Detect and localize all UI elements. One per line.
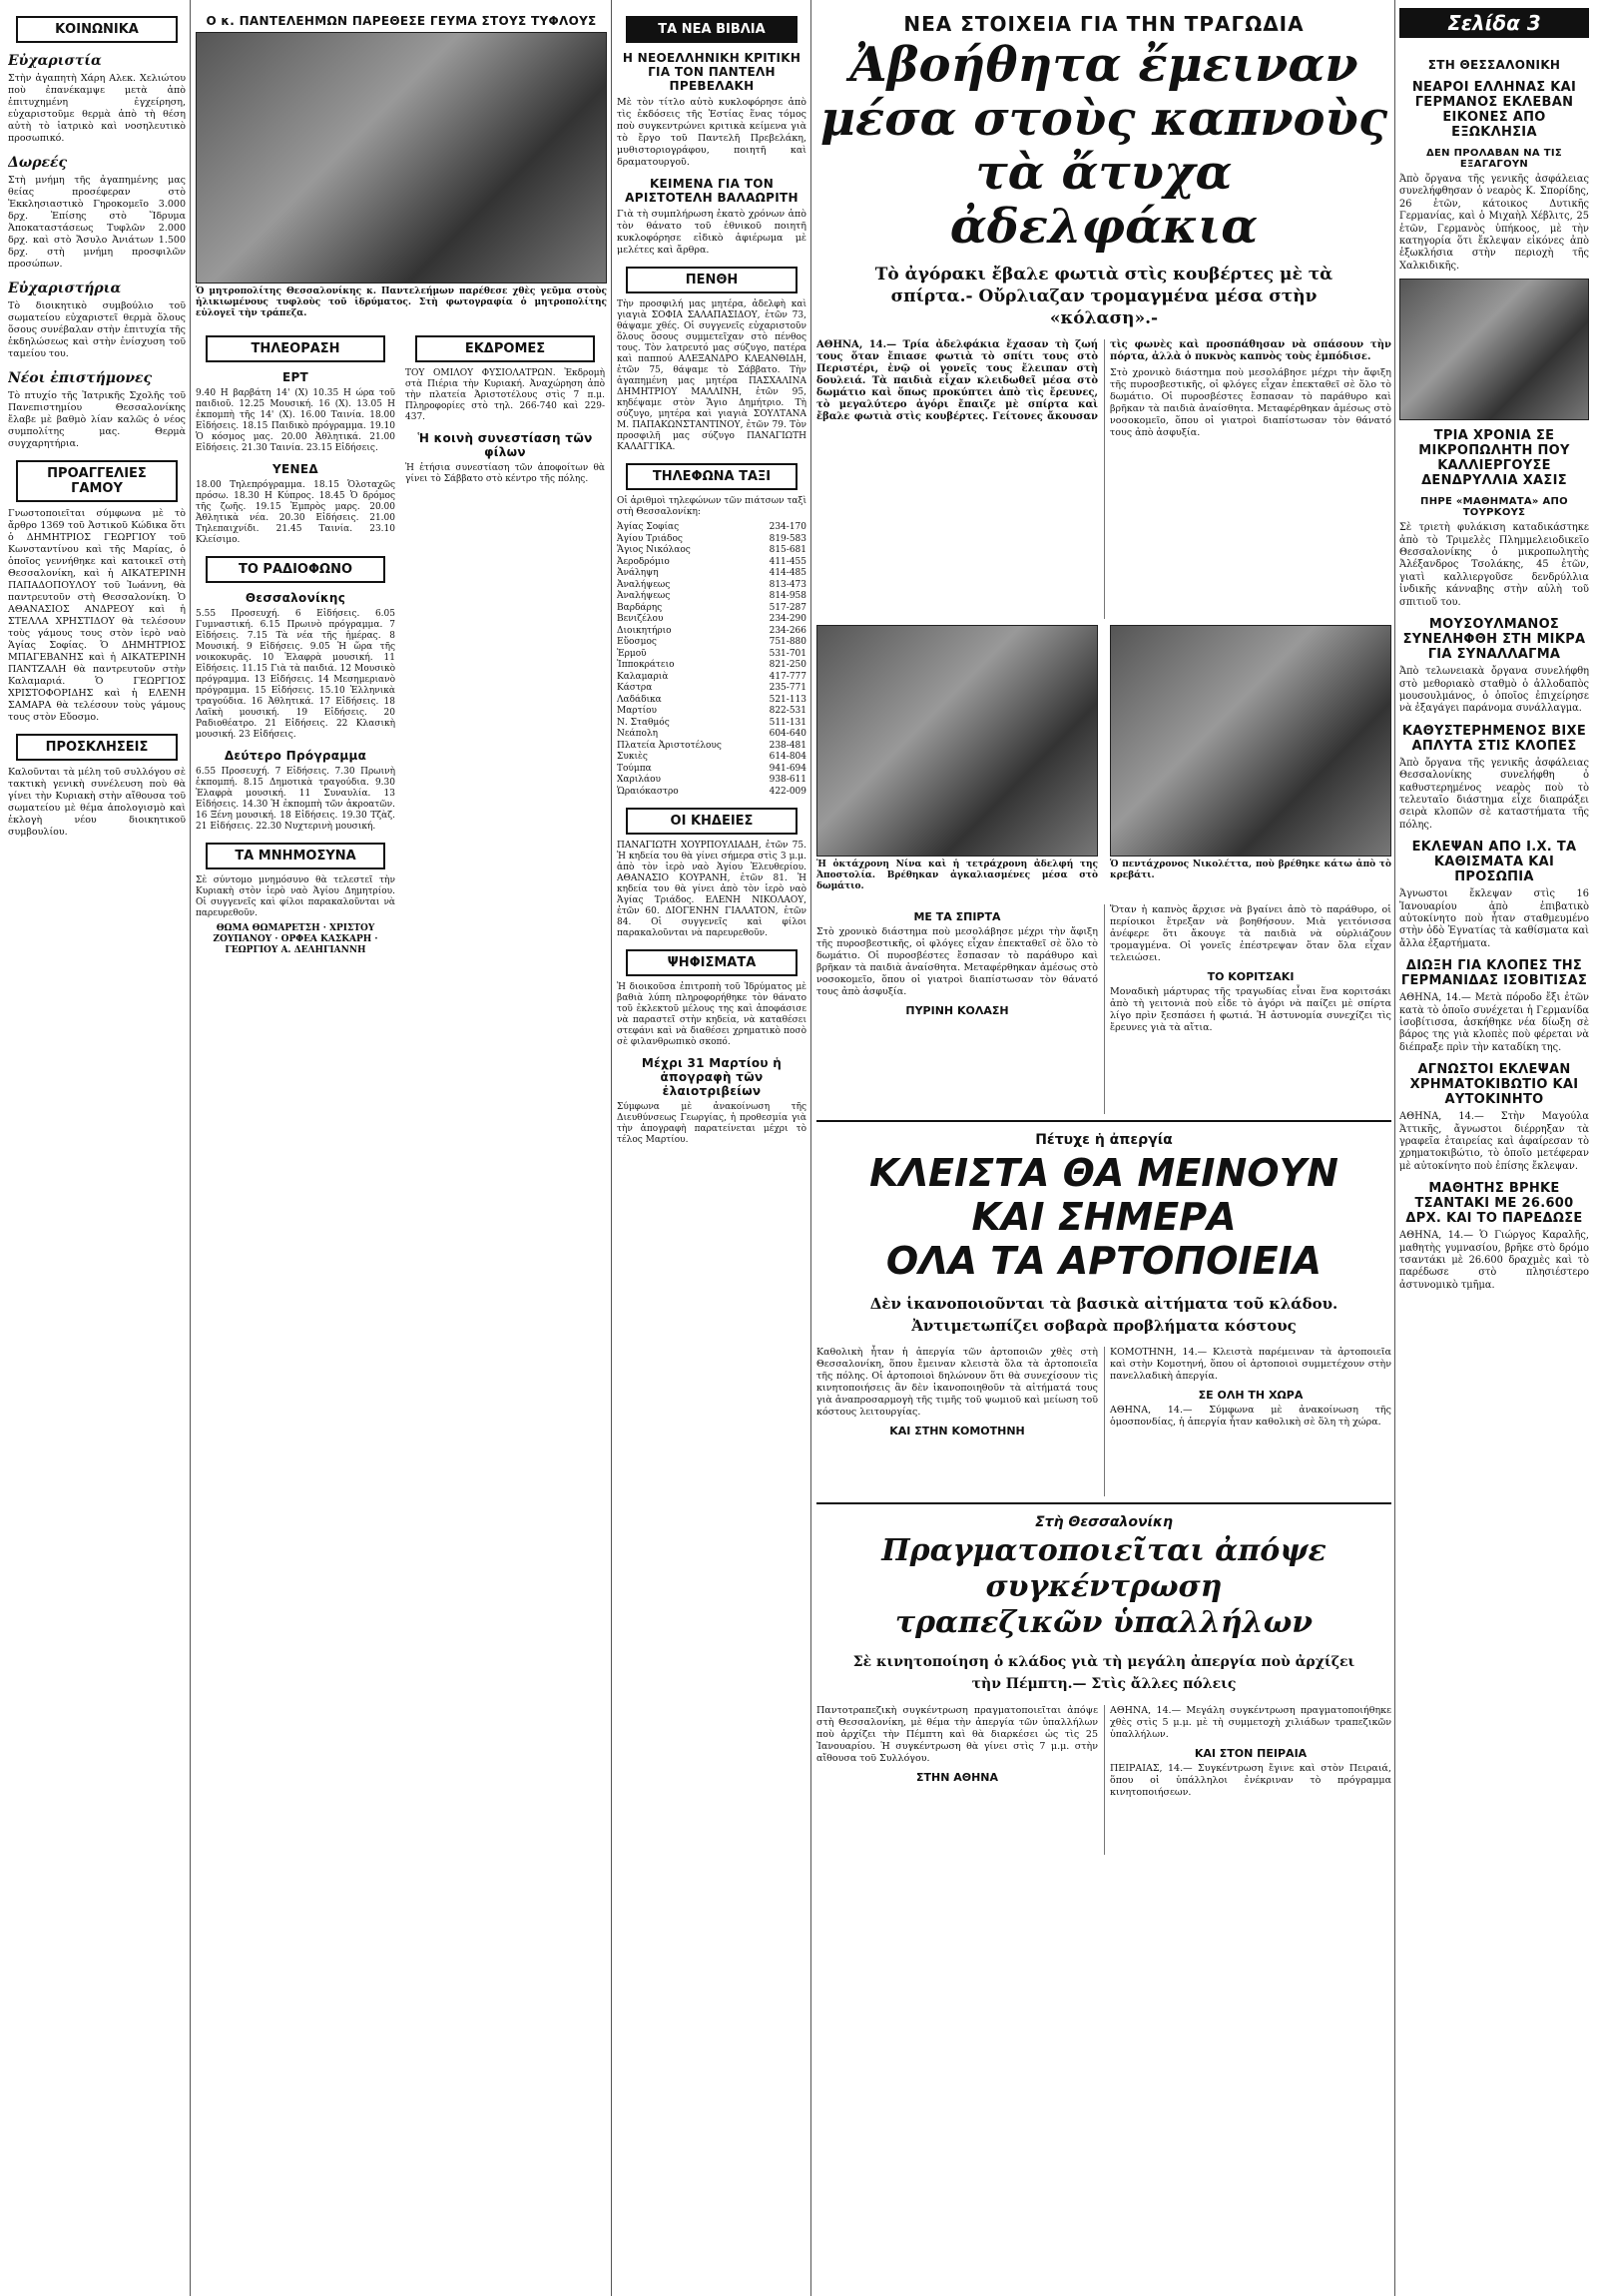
notices-column xyxy=(617,6,806,1150)
student-text: ΑΘΗΝΑ, 14.— Ὁ Γιώργος Καραλῆς, μαθητὴς γυμνασίου, βρῆκε στὸ δρόμο τσαντάκι μὲ 26.600 δραχμὲς καὶ τὸ παρέδωσε στὸ πλησιέστερο ἀστυνομικὸ τμῆμα. xyxy=(1399,1230,1589,1291)
taxi-stand-number: 234-266 xyxy=(769,625,806,636)
taxi-row xyxy=(617,672,806,684)
until-text: Σύμφωνα μὲ ἀνακοίνωση τῆς Διευθύνσεως Γεωργίας, ἡ προθεσμία γιὰ τὴν ἀπογραφὴ παρατείνεται μέχρι τὸ τέλος Μαρτίου. xyxy=(617,1102,806,1145)
mourning-head: ΠΕΝΘΗ xyxy=(626,267,798,293)
children-photo-2 xyxy=(1110,625,1391,857)
taxi-stand-number: 521-113 xyxy=(769,694,806,705)
taxi-stand-name: Συκιὲς xyxy=(617,752,648,762)
taxi-row xyxy=(617,787,806,799)
ert-text: 9.40 Η βαρβάτη 14' (Χ) 10.35 Η ώρα τοῦ παιδιοῦ. 12.25 Μουσική. 16 (Χ). 13.05 Η ἑκπομπὴ τῆς 14' (Χ). 16.00 Ταινία. 18.00 Εἰδήσεις. 18.15 Παιδικὸ πρόγραμμα. 19.10 Ὁ κόσμος μας. 20.00 Ἀθλητικά. 21.00 Εἰδήσεις. 21.30 Ταινία. 23.15 Εἰδήσεις. xyxy=(196,388,395,453)
ert-title: ΕΡΤ xyxy=(281,370,309,384)
weddings-head: ΠΡΟΑΓΓΕΛΙΕΣ ΓΑΜΟΥ xyxy=(16,460,178,502)
taxi-stand-name: Ἅγιος Νικόλαος xyxy=(617,545,691,555)
muslims-head: ΜΟΥΣΟΥΛΜΑΝΟΣ ΣΥΝΕΛΗΦΘΗ ΣΤΗ ΜΙΚΡΑ ΓΙΑ ΣΥΝΑΛΛΑΓΜΑ xyxy=(1402,617,1586,663)
strike-headline-3: ΟΛΑ ΤΑ ΑΡΤΟΠΟΙΕΙΑ xyxy=(885,1239,1323,1283)
taxi-row xyxy=(617,557,806,569)
sub-athens: ΣΤΗΝ ΑΘΗΝΑ xyxy=(915,1771,999,1784)
tree-head: ΤΡΙΑ ΧΡΟΝΙΑ ΣΕ ΜΙΚΡΟΠΩΛΗΤΗ ΠΟΥ ΚΑΛΛΙΕΡΓΟΥΣΕ ΔΕΝΔΡΥΛΛΙΑ ΧΑΣΙΣ xyxy=(1418,428,1570,489)
bank-headline-2: συγκέντρωση xyxy=(985,1569,1223,1604)
taxi-stand-number: 821-250 xyxy=(769,660,806,670)
city-photo xyxy=(1399,279,1589,420)
taxi-row xyxy=(617,580,806,592)
taxi-stand-name: Νεάπολη xyxy=(617,729,659,739)
strike-deck: Δὲν ἱκανοποιοῦνται τὰ βασικὰ αἰτήματα τοῦ κλάδου. Ἀντιμετωπίζει σοβαρὰ προβλήματα κόστους xyxy=(869,1295,1338,1335)
sub-komotini: ΚΑΙ ΣΤΗΝ ΚΟΜΟΤΗΝΗ xyxy=(889,1425,1025,1437)
taxi-row xyxy=(617,626,806,638)
tree-text: Σὲ τριετὴ φυλάκιση καταδικάστηκε ἀπὸ τὸ Τριμελὲς Πλημμελειοδικεῖο Θεσσαλονίκης ὁ μικροπωλητὴς Ἀλέξανδρος Τσολάκης, 45 ἐτῶν, γιατὶ καλλιεργοῦσε δενδρύλλια ἰνδικῆς κάνναβης στὴν αὐλὴ τοῦ σπιτιοῦ του. xyxy=(1399,522,1589,608)
german-head: ΔΙΩΞΗ ΓΙΑ ΚΛΟΠΕΣ ΤΗΣ ΓΕΡΜΑΝΙΔΑΣ ΙΣΟΒΙΤΙΣΑΣ xyxy=(1400,958,1588,989)
meeting-text: Ἡ ἐτήσια συνεστίαση τῶν ἀποφοίτων θὰ γίνει τὸ Σάββατο στὸ κέντρο τῆς πόλης. xyxy=(405,463,605,484)
memorials-head: ΤΑ ΜΝΗΜΟΣΥΝΑ xyxy=(206,843,385,869)
column-rule xyxy=(611,0,612,2296)
weddings-text: Γνωστοποιεῖται σύμφωνα μὲ τὸ ἄρθρο 1369 τοῦ Ἀστικοῦ Κώδικα ὅτι ὁ ΔΗΜΗΤΡΙΟΣ ΓΕΩΡΓΙΟΥ τοῦ Κωνσταντίνου καὶ τῆς Μαρίας, ὁ ὁποῖος γεννήθηκε καὶ κατοικεῖ στὴ Θεσσαλονίκη, καὶ ἡ ΑΙΚΑΤΕΡΙΝΗ ΠΑΠΑΔΟΠΟΥΛΟΥ τοῦ Ἰωάννη, θὰ παντρευτοῦν στὴ Θεσσαλονίκη. Ὁ ΑΘΑΝΑΣΙΟΣ ΑΝΔΡΕΟΥ καὶ ἡ ΣΤΕΛΛΑ ΧΡΗΣΤΙΔΟΥ θὰ τελέσουν τοὺς γάμους τους στὸν ἱερὸ ναὸ Ἁγίας Σοφίας. Ὁ ΔΗΜΗΤΡΙΟΣ ΜΠΑΓΕΒΑΝΗΣ καὶ ἡ ΑΙΚΑΤΕΡΙΝΗ ΠΑΝΤΖΑΛΗ θὰ παντρευτοῦν στὴν Καλαμαριά. Ὁ ΓΕΩΡΓΙΟΣ ΧΡΙΣΤΟΦΟΡΙΔΗΣ καὶ ἡ ΕΛΕΝΗ ΣΑΜΑΡΑ θὰ τελέσουν τοὺς γάμους τους στὸν Εὔοσμο. xyxy=(8,508,186,723)
strike-text: Καθολικὴ ἦταν ἡ ἀπεργία τῶν ἀρτοποιῶν χθὲς στὴ Θεσσαλονίκη, ὅπου ἔμειναν κλειστὰ ὅλα τὰ ἀρτοποιεῖα τῆς πόλης. Οἱ ἀρτοποιοὶ δηλώνουν ὅτι θὰ συνεχίσουν τὶς κινητοποιήσεις ἂν δὲν ἱκανοποιηθοῦν τὰ αἰτήματά τους γιὰ ἀναπροσαρμογὴ τῆς τιμῆς τοῦ ψωμιοῦ καὶ μείωση τοῦ κόστους λειτουργίας. xyxy=(816,1347,1098,1418)
taxi-row xyxy=(617,614,806,626)
meeting-head: Ἡ κοινὴ συνεστίαση τῶν φίλων xyxy=(417,431,593,459)
taxi-row xyxy=(617,603,806,615)
piraeus-text: ΠΕΙΡΑΙΑΣ, 14.— Συγκέντρωση ἔγινε καὶ στὸν Πειραιά, ὅπου οἱ ὑπάλληλοι ἐνέκριναν τὸ πρόγραμμα κινητοποιήσεων. xyxy=(1110,1763,1391,1798)
photo-head: Ο κ. ΠΑΝΤΕΛΕΗΜΩΝ ΠΑΡΕΘΕΣΕ ΓΕΥΜΑ ΣΤΟΥΣ ΤΥΦΛΟΥΣ xyxy=(206,14,597,28)
social-column xyxy=(8,6,186,843)
taxi-list xyxy=(617,522,806,798)
photo-caption: Ὁ μητροπολίτης Θεσσαλονίκης κ. Παντελεήμων παρέθεσε χθὲς γεῦμα στοὺς ἡλικιωμένους τυφλοὺς τοῦ ἱδρύματος. Στὴ φωτογραφία ὁ μητροπολίτης εὐλογεῖ τὴν τράπεζα. xyxy=(196,287,607,318)
thanks-text: Στὴν ἀγαπητὴ Χάρη Αλεκ. Χελιώτου ποὺ ἐπανέκαμψε μετὰ ἀπὸ ἐπιτυχημένη ἐγχείρηση, εὐχαριστοῦμε θερμὰ ἀπὸ τὴ θέση αὐτὴ τὸ ἰατρικὸ καὶ νοσηλευτικὸ προσωπικό. xyxy=(8,73,186,144)
taxi-row xyxy=(617,534,806,546)
second-program-title: Δεύτερο Πρόγραμμα xyxy=(224,749,367,763)
sub-matches: ΜΕ ΤΑ ΣΠΙΡΤΑ xyxy=(913,910,1001,923)
memorials-names: ΘΩΜΑ ΘΩΜΑΡΕΤΣΗ · ΧΡΙΣΤΟΥ ΖΟΥΠΑΝΟΥ · ΟΡΦΕΑ ΚΑΣΚΑΡΗ · ΓΕΩΡΓΙΟΥ Α. ΔΕΛΗΓΙΑΝΝΗ xyxy=(213,923,378,955)
city-news-column xyxy=(1399,50,1589,1296)
notice-text: Τὸ διοικητικὸ συμβούλιο τοῦ σωματείου εὐχαριστεῖ θερμὰ ὅλους ὅσους συνέβαλαν στὴν ἐπιτυχία τῆς ἐκδηλώσεως καὶ στὴν ἐνίσχυση τοῦ ταμείου του. xyxy=(8,300,186,359)
radio-head: ΤΟ ΡΑΔΙΟΦΩΝΟ xyxy=(206,556,385,583)
taxi-stand-number: 511-131 xyxy=(769,717,806,728)
cars-text: Ἀγνωστοι ἔκλεψαν στὶς 16 Ἰανουαρίου ἀπὸ ἐπιβατικὸ αὐτοκίνητο ποὺ ἦταν σταθμευμένο στὴν ὁδὸ Ἐγνατίας τὰ καθίσματα καὶ ἄλλα ἐξαρτήματα. xyxy=(1399,888,1589,949)
taxi-stand-name: Ἰπποκράτειο xyxy=(617,660,675,670)
main-headline-line-2: μέσα στοὺς καπνοὺς xyxy=(819,91,1388,147)
bank-deck: Σὲ κινητοποίηση ὁ κλάδος γιὰ τὴ μεγάλη ἀπεργία ποὺ ἀρχίζει τὴν Πέμπτη.— Στὶς ἄλλες πόλεις xyxy=(852,1654,1355,1692)
votes-head: ΨΗΦΙΣΜΑΤΑ xyxy=(626,949,798,976)
student-head: ΜΑΘΗΤΗΣ ΒΡΗΚΕ ΤΣΑΝΤΑΚΙ ΜΕ 26.600 ΔΡΧ. ΚΑΙ ΤΟ ΠΑΡΕΔΩΣΕ xyxy=(1405,1181,1583,1227)
photo1-caption: Ἡ ὀκτάχρονη Νίνα καὶ ἡ τετράχρονη ἀδελφή της Ἀποστολία. Βρέθηκαν ἀγκαλιασμένες μέσα στὸ δωμάτιο. xyxy=(816,860,1098,891)
taxi-row xyxy=(617,718,806,730)
taxi-stand-name: Κάστρα xyxy=(617,683,653,693)
taxi-stand-name: Εὔοσμος xyxy=(617,637,657,647)
taxi-row xyxy=(617,660,806,672)
notice-title: Εὐχαριστήρια xyxy=(8,281,122,296)
photo2-caption: Ὁ πεντάχρονος Νικολέττα, ποὺ βρέθηκε κάτω ἀπὸ τὸ κρεβάτι. xyxy=(1110,860,1391,880)
main-deck: Τὸ ἀγόρακι ἔβαλε φωτιὰ στὶς κουβέρτες μὲ τὰ σπίρτα.- Οὔρλιαζαν τρομαγμένα μέσα στὴν «κόλαση».- xyxy=(874,265,1333,328)
taxi-row xyxy=(617,695,806,707)
taxi-row xyxy=(617,649,806,661)
tree-sub: ΠΗΡΕ «ΜΑΘΗΜΑΤΑ» ΑΠΟ ΤΟΥΡΚΟΥΣ xyxy=(1420,496,1568,519)
main-body-cont: Στὸ χρονικὸ διάστημα ποὺ μεσολάβησε μέχρι τὴν ἄφιξη τῆς πυροσβεστικῆς, οἱ φλόγες εἶχαν ἐπεκταθεῖ σὲ ὅλο τὸ δωμάτιο. Οἱ πυροσβέστες ἔσπασαν τὸ παράθυρο καὶ βρῆκαν τὰ παιδιὰ ἀναίσθητα. Μεταφέρθηκαν ἀμέσως στὸ νοσοκομεῖο, ὅπου οἱ γιατροὶ διαπίστωσαν τὸν θάνατό τους ἀπὸ ἀσφυξία. xyxy=(1110,367,1391,438)
taxi-stand-number: 531-701 xyxy=(769,648,806,659)
excursions-head: ΕΚΔΡΟΜΕΣ xyxy=(415,335,595,362)
taxi-row xyxy=(617,775,806,787)
taxi-head: ΤΗΛΕΦΩΝΑ ΤΑΞΙ xyxy=(626,463,798,490)
taxi-stand-name: Ἀναλήψεως xyxy=(617,579,671,590)
tv-head: ΤΗΛΕΟΡΑΣΗ xyxy=(206,335,385,362)
funerals-head: ΟΙ ΚΗΔΕΙΕΣ xyxy=(626,808,798,835)
taxi-stand-number: 234-290 xyxy=(769,614,806,624)
column-rule xyxy=(810,0,811,2296)
bank-text: Παντοτραπεζικὴ συγκέντρωση πραγματοποιεῖται ἀπόψε στὴ Θεσσαλονίκη, μὲ θέμα τὴν ἀπεργία τῶν ὑπαλλήλων ποὺ ἀρχίζει τὴν Πέμπτη καὶ θὰ διαρκέσει ὡς τὶς 25 Ἰανουαρίου. Ἡ συγκέντρωση θὰ γίνει στὶς 7 μ.μ. στὴν αἴθουσα τοῦ Συλλόγου. xyxy=(816,1705,1098,1764)
yened-title: ΥΕΝΕΔ xyxy=(272,462,318,476)
strike-headline-1: ΚΛΕΙΣΤΑ ΘΑ ΜΕΙΝΟΥΝ xyxy=(869,1151,1338,1195)
column-rule xyxy=(1394,0,1395,2296)
inferno-text: Ὅταν ἡ καπνὸς ἄρχισε νὰ βγαίνει ἀπὸ τὸ παράθυρο, οἱ περίοικοι ἔτρεξαν νὰ βοηθήσουν. Μιὰ γειτόνισσα ἀνέφερε ὅτι ἄκουγε τὰ παιδιὰ νὰ οὐρλιάζουν τρομαγμένα. Οἱ γονεῖς ἐπέστρεψαν ὅταν ὅλα εἶχαν τελειώσει. xyxy=(1110,904,1391,963)
taxi-row xyxy=(617,637,806,649)
page-label: Σελίδα 3 xyxy=(1399,8,1589,38)
yened-text: 18.00 Τηλεπρόγραμμα. 18.15 Ὁλοταχῶς πρόσω. 18.30 Η Κύπρος. 18.45 Ὁ δρόμος τῆς ζωῆς. 19.15 Ἐμπρὸς μαρς. 20.00 Ἀθλητικὰ νέα. 20.30 Εἰδήσεις. 21.00 Τηλεπαιχνίδι. 21.45 Ταινία. 23.10 Κλείσιμο. xyxy=(196,480,395,545)
taxi-stand-name: Ὡραιόκαστρο xyxy=(617,786,679,797)
social-section-head: ΚΟΙΝΩΝΙΚΑ xyxy=(16,16,178,43)
taxi-stand-number: 938-611 xyxy=(769,775,806,785)
taxi-row xyxy=(617,568,806,580)
bank-headline-3: τραπεζικῶν ὑπαλλήλων xyxy=(894,1605,1314,1640)
taxi-stand-number: 517-287 xyxy=(769,602,806,613)
children-photo-1 xyxy=(816,625,1098,857)
taxi-stand-name: Βενιζέλου xyxy=(617,614,664,624)
taxi-stand-name: Ἁγίας Σοφίας xyxy=(617,522,680,532)
muslims-text: Ἀπὸ τελωνειακὰ ὄργανα συνελήφθη στὸ μεθοριακὸ σταθμὸ ὁ ἀλλοδαπὸς μουσουλμάνος, ὁ ὁποῖος ἐπιχείρησε νὰ ἐξαγάγει παράνομα συνάλλαγμα. xyxy=(1399,666,1589,715)
cars-head: ΕΚΛΕΨΑΝ ΑΠΟ Ι.Χ. ΤΑ ΚΑΘΙΣΜΑΤΑ ΚΑΙ ΠΡΟΣΩΠΙΑ xyxy=(1411,840,1577,885)
taxi-stand-name: Διοικητήριο xyxy=(617,625,672,636)
radio-city: Θεσσαλονίκης xyxy=(245,591,346,605)
second-program-text: 6.55 Προσευχή. 7 Εἰδήσεις. 7.30 Πρωινὴ ἐκπομπή. 8.15 Δημοτικὰ τραγούδια. 9.30 Ἐλαφρὰ μουσική. 11 Συναυλία. 13 Εἰδήσεις. 14.30 Ἡ ἐκπομπὴ τῶν ἀκροατῶν. 16 Ξένη μουσική. 18 Εἰδήσεις. 19.30 Τζὰζ. 21 Εἰδήσεις. 22.30 Νυχτερινὴ μουσική. xyxy=(196,767,395,832)
taxi-stand-name: Λαδάδικα xyxy=(617,694,662,705)
books-text-2: Γιὰ τὴ συμπλήρωση ἑκατὸ χρόνων ἀπὸ τὸν θάνατο τοῦ ἐθνικοῦ ποιητῆ κυκλοφόρησε εἰδικὸ ἀφιέρωμα μὲ μελέτες καὶ ἄρθρα. xyxy=(617,209,806,256)
city-sub: ΣΤΗ ΘΕΣΣΑΛΟΝΙΚΗ xyxy=(1427,58,1561,72)
unknown-head: ΑΓΝΩΣΤΟΙ ΕΚΛΕΨΑΝ ΧΡΗΜΑΤΟΚΙΒΩΤΙΟ ΚΑΙ ΑΥΤΟΚΙΝΗΤΟ xyxy=(1409,1062,1579,1108)
funerals-text: ΠΑΝΑΓΙΩΤΗ ΧΟΥΡΠΟΥΛΙΑΔΗ, ἐτῶν 75. Ἡ κηδεία του θὰ γίνει σήμερα στὶς 3 μ.μ. ἀπὸ τὸν ἱερὸ ναὸ Ἁγίου Ἐλευθερίου. ΑΘΑΝΑΣΙΟ ΚΟΥΡΑΝΗ, ἐτῶν 81. Ἡ κηδεία του θὰ γίνει ἀπὸ τὸν ἱερὸ ναὸ Ἁγίας Τριάδος. ΕΛΕΝΗ ΝΙΚΟΛΑΟΥ, ἐτῶν 60. ΔΙΟΓΕΝΗΝ ΓΙΑΛΑΤΟΝ, ἐτῶν 84. Οἱ συγγενεῖς καὶ φίλοι παρακαλοῦνται νὰ παρευρεθοῦν. xyxy=(617,841,806,938)
mourning-text: Τὴν προσφιλή μας μητέρα, ἀδελφὴ καὶ γιαγιὰ ΣΟΦΙΑ ΣΑΛΑΠΑΣΙΔΟΥ, ἐτῶν 73, θάψαμε χθές. Οἱ συγγενεῖς εὐχαριστοῦν ὅλους ὅσους συμμετεῖχαν στὸ πένθος τους. Τὸν λατρευτό μας σύζυγο, πατέρα καὶ παππού ΑΛΕΞΑΝΔΡΟ ΚΛΕΑΝΘΙΔΗ, ἐτῶν 75, θάψαμε τὸ Σάββατο. Τὴν ἀγαπημένη μας μητέρα ΠΑΣΧΑΛΙΝΑ ΔΗΜΗΤΡΙΟΥ ΜΑΛΛΙΝΗ, ἐτῶν 95, κηδέψαμε στὸν Ἅγιο Δημήτριο. Τὴ σύζυγο, μητέρα καὶ γιαγιὰ ΣΟΥΛΤΑΝΑ Μ. ΠΑΠΑΚΩΝΣΤΑΝΤΙΝΟΥ, ἐτῶν 79. Τὸν προσφιλῆ μας σύζυγο ΠΑΝΑΓΙΩΤΗ ΚΑΛΑΓΓΙΚΑ. xyxy=(617,299,806,452)
taxi-stand-number: 411-455 xyxy=(769,556,806,567)
radio-text: 5.55 Προσευχή. 6 Εἰδήσεις. 6.05 Γυμναστική. 6.15 Πρωινὸ πρόγραμμα. 7 Εἰδήσεις. 7.15 Τὰ νέα τῆς ἡμέρας. 8 Μουσική. 9 Εἰδήσεις. 9.05 Ἡ ὥρα τῆς νοικοκυρᾶς. 10 Ἐλαφρὰ μουσική. 11 Εἰδήσεις. 11.15 Γιὰ τὰ παιδιά. 12 Μουσικὸ πρόγραμμα. 13 Εἰδήσεις. 14 Μεσημεριανὸ πρόγραμμα. 15 Εἰδήσεις. 15.10 Ἑλληνικὰ τραγούδια. 16 Ἀθλητικά. 17 Εἰδήσεις. 18 Λαϊκὴ μουσική. 19 Εἰδήσεις. 20 Ραδιοθέατρο. 21 Εἰδήσεις. 22 Κλασικὴ μουσική. 23 Εἰδήσεις. xyxy=(196,609,395,740)
girl-text: Μοναδικὴ μάρτυρας τῆς τραγωδίας εἶναι ἕνα κοριτσάκι ἀπὸ τὴ γειτονιὰ ποὺ εἶδε τὸ ἀγόρι νὰ παίζει μὲ σπίρτα λίγο πρὶν ξεσπάσει ἡ φωτιά. Ἡ ἀστυνομία συνεχίζει τὶς ἔρευνες γιὰ τὰ αἴτια. xyxy=(1110,986,1391,1033)
main-headline-line-1: Ἀβοήθητα ἔμειναν xyxy=(849,37,1358,93)
strike-kicker: Πέτυχε ἡ ἀπεργία xyxy=(1035,1132,1173,1148)
taxi-row xyxy=(617,729,806,741)
taxi-stand-name: Πλατεία Ἀριστοτέλους xyxy=(617,740,722,751)
votes-text: Ἡ διοικοῦσα ἐπιτροπὴ τοῦ Ἱδρύματος μὲ βαθιὰ λύπη πληροφορήθηκε τὸν θάνατο τοῦ ἐκλεκτοῦ μέλους της καὶ ἀποφάσισε νὰ παραστεῖ στὴν κηδεία, νὰ καταθέσει στεφάνι καὶ νὰ διαθέσει χρηματικὸ ποσὸ σὲ φιλανθρωπικὸ σκοπό. xyxy=(617,982,806,1047)
donations-text: Στὴ μνήμη τῆς ἀγαπημένης μας θείας προσέφεραν στὸ Ἐκκλησιαστικὸ Γηροκομεῖο 3.000 δρχ. Ἐπίσης στὸ Ἵδρυμα Ἀποκαταστάσεως Τυφλῶν 2.000 δρχ. καὶ στὸ Ἄσυλο Ἀνιάτων 1.500 δρχ. στὴ μνήμη προσφιλῶν προσώπων. xyxy=(8,175,186,270)
taxi-stand-number: 604-640 xyxy=(769,729,806,739)
taxi-row xyxy=(617,764,806,776)
youths-sub: ΔΕΝ ΠΡΟΛΑΒΑΝ ΝΑ ΤΙΣ ΕΞΑΓΑΓΟΥΝ xyxy=(1426,148,1562,170)
taxi-stand-name: Χαριλάου xyxy=(617,775,661,785)
column-rule xyxy=(190,0,191,2296)
taxi-stand-name: Ν. Σταθμός xyxy=(617,717,670,728)
until-head: Μέχρι 31 Μαρτίου ἡ ἀπογραφὴ τῶν ἐλαιοτριβείων xyxy=(641,1056,783,1098)
taxi-stand-number: 414-485 xyxy=(769,568,806,578)
invites-head: ΠΡΟΣΚΛΗΣΕΙΣ xyxy=(16,734,178,761)
taxi-intro: Οἱ ἀριθμοὶ τηλεφώνων τῶν πιάτσων ταξὶ στὴ Θεσσαλονίκη: xyxy=(617,496,806,517)
invites-text: Καλοῦνται τὰ μέλη τοῦ συλλόγου σὲ τακτικὴ γενικὴ συνέλευση ποὺ θὰ γίνει τὴν Κυριακὴ στὴν αἴθουσα τοῦ σωματείου μὲ θέμα ἀπολογισμὸ καὶ ἐκλογὴ νέου διοικητικοῦ συμβουλίου. xyxy=(8,767,186,838)
taxi-stand-name: Ἀνάληψη xyxy=(617,568,659,578)
taxi-stand-number: 813-473 xyxy=(769,579,806,590)
late-text: Ἀπὸ ὄργανα τῆς γενικῆς ἀσφάλειας Θεσσαλονίκης συνελήφθη ὁ καθυστερημένος νεαρὸς ποὺ τὸ τελευταῖο διάστημα εἶχε διαπράξει σειρὰ κλοπῶν σὲ καταστήματα τῆς πόλης. xyxy=(1399,757,1589,831)
donations-title: Δωρεές xyxy=(8,155,68,171)
taxi-stand-name: Ἀεροδρόμιο xyxy=(617,556,670,567)
taxi-stand-name: Μαρτίου xyxy=(617,706,657,716)
taxi-row xyxy=(617,591,806,603)
new-doctors-text: Τὸ πτυχίο τῆς Ἰατρικῆς Σχολῆς τοῦ Πανεπιστημίου Θεσσαλονίκης ἔλαβε μὲ βαθμὸ λίαν καλῶς ὁ νέος συμπολίτης μας. Θερμὰ συγχαρητήρια. xyxy=(8,390,186,449)
taxi-stand-name: Ἑρμοῦ xyxy=(617,648,647,659)
chora-text: ΑΘΗΝΑ, 14.— Σύμφωνα μὲ ἀνακοίνωση τῆς ὁμοσπονδίας, ἡ ἀπεργία ἦταν καθολικὴ σὲ ὅλη τὴ χώρα. xyxy=(1110,1405,1391,1428)
taxi-stand-number: 417-777 xyxy=(769,671,806,682)
youths-head: ΝΕΑΡΟΙ ΕΛΛΗΝΑΣ ΚΑΙ ΓΕΡΜΑΝΟΣ ΕΚΛΕΒΑΝ ΕΙΚΟΝΕΣ ΑΠΟ ΕΞΩΚΛΗΣΙΑ xyxy=(1411,80,1577,140)
books-text: Μὲ τὸν τίτλο αὐτὸ κυκλοφόρησε ἀπὸ τὶς ἐκδόσεις τῆς Ἑστίας ἕνας τόμος ποὺ συγκεντρώνει κριτικὰ κείμενα γιὰ τὸ ἔργο τοῦ Παντελῆ Πρεβελάκη, μυθιστοριογράφου, ποιητῆ καὶ δραματουργοῦ. xyxy=(617,97,806,168)
news-photo xyxy=(196,32,607,284)
taxi-row xyxy=(617,683,806,695)
bank-headline-1: Πραγματοποιεῖται ἀπόψε xyxy=(881,1533,1327,1568)
taxi-stand-name: Καλαμαριὰ xyxy=(617,671,669,682)
books-sub-2: ΚΕΙΜΕΝΑ ΓΙΑ ΤΟΝ ΑΡΙΣΤΟΤΕΛΗ ΒΑΛΑΩΡΙΤΗ xyxy=(625,177,798,205)
bank-kicker: Στὴ Θεσσαλονίκη xyxy=(1035,1514,1173,1530)
matches-text: Στὸ χρονικὸ διάστημα ποὺ μεσολάβησε μέχρι τὴν ἄφιξη τῆς πυροσβεστικῆς, οἱ φλόγες εἶχαν ἐπεκταθεῖ σὲ ὅλο τὸ δωμάτιο. Οἱ πυροσβέστες ἔσπασαν τὸ παράθυρο καὶ βρῆκαν τὰ παιδιὰ ἀναίσθητα. Μεταφέρθηκαν ἀμέσως στὸ νοσοκομεῖο, ὅπου οἱ γιατροὶ διαπίστωσαν τὸν θάνατό τους ἀπὸ ἀσφυξία. xyxy=(816,926,1098,997)
athens-text: ΑΘΗΝΑ, 14.— Μεγάλη συγκέντρωση πραγματοποιήθηκε χθὲς στὶς 5 μ.μ. μὲ τὴ συμμετοχὴ χιλιάδων τραπεζικῶν ὑπαλλήλων. xyxy=(1110,1705,1391,1740)
late-head: ΚΑΘΥΣΤΕΡΗΜΕΝΟΣ ΒΙΧΕ ΑΠΛΥΤΑ ΣΤΙΣ ΚΛΟΠΕΣ xyxy=(1401,723,1587,754)
sub-piraeus: ΚΑΙ ΣΤΟΝ ΠΕΙΡΑΙΑ xyxy=(1194,1747,1308,1760)
taxi-row xyxy=(617,752,806,764)
thanks-title: Εὐχαριστία xyxy=(8,53,102,69)
unknown-text: ΑΘΗΝΑ, 14.— Στὴν Μαγούλα Ἀττικῆς, ἄγνωστοι διέρρηξαν τὰ γραφεῖα ἑταιρείας καὶ ἀφαίρεσαν τὸ χρηματοκιβώτιο, τὸ ὁποῖο μετέφεραν μὲ αὐτοκίνητο ποὺ ἐπίσης ἔκλεψαν. xyxy=(1399,1111,1589,1172)
taxi-stand-number: 819-583 xyxy=(769,533,806,544)
komotini-text: ΚΟΜΟΤΗΝΗ, 14.— Κλειστὰ παρέμειναν τὰ ἀρτοποιεῖα καὶ στὴν Κομοτηνή, ὅπου οἱ ἀρτοποιοὶ συμμετέχουν στὴν πανελλαδικὴ ἀπεργία. xyxy=(1110,1347,1391,1382)
taxi-stand-number: 614-804 xyxy=(769,752,806,762)
sub-chora: ΣΕ ΟΛΗ ΤΗ ΧΩΡΑ xyxy=(1198,1389,1304,1402)
memorials-text: Σὲ σύντομο μνημόσυνο θὰ τελεστεῖ τὴν Κυριακὴ στὸν ἱερὸ ναὸ Ἁγίου Δημητρίου. Οἱ συγγενεῖς καὶ φίλοι παρακαλοῦνται νὰ παρευρεθοῦν. xyxy=(196,875,395,918)
main-story-column xyxy=(816,6,1391,1855)
books-head: ΤΑ ΝΕΑ ΒΙΒΛΙΑ xyxy=(626,16,798,43)
taxi-stand-number: 235-771 xyxy=(769,683,806,693)
sub-girl: ΤΟ ΚΟΡΙΤΣΑΚΙ xyxy=(1207,970,1295,983)
taxi-stand-name: Ἀναλήψεως xyxy=(617,591,671,601)
taxi-stand-number: 815-681 xyxy=(769,545,806,555)
taxi-stand-name: Ἁγίου Τριάδος xyxy=(617,533,683,544)
new-doctors-title: Νέοι ἐπιστήμονες xyxy=(8,370,153,386)
german-text: ΑΘΗΝΑ, 14.— Μετὰ πόροδο ἔξι ἐτῶν κατὰ τὸ ὁποῖο συνέχεται ἡ Γερμανίδα ἰσοβίτισσα, ἀσκήθηκε νέα δίωξη σὲ βάρος της γιὰ κλοπὲς ποὺ φέρεται νὰ διέπραξε πρὶν τὴν καταδίκη της. xyxy=(1399,992,1589,1053)
taxi-stand-number: 941-694 xyxy=(769,763,806,774)
taxi-stand-name: Τούμπα xyxy=(617,763,652,774)
main-body: ΑΘΗΝΑ, 14.— Τρία ἀδελφάκια ἔχασαν τὴ ζωή τους ὅταν ἔπιασε φωτιὰ τὸ σπίτι τους στὸ Περιστέρι, ἐνῷ οἱ γονεῖς τους ἔλειπαν στὴ δουλειά. Τὰ παιδιὰ εἶχαν κλειδωθεῖ μέσα στὸ δωμάτιο καὶ ὅπως προκύπτει ἀπὸ τὶς ἔρευνες, τὸ μεγαλύτερο ἀγόρι ἔπαιζε μὲ σπίρτα καὶ ἔβαλε φωτιὰ στὶς κουβέρτες. Γείτονες ἄκουσαν τὶς φωνὲς καὶ προσπάθησαν νὰ σπάσουν τὴν πόρτα, ἀλλὰ ὁ πυκνὸς καπνὸς τοὺς ἐμπόδισε. xyxy=(816,339,1391,422)
youths-text: Ἀπὸ ὄργανα τῆς γενικῆς ἀσφάλειας συνελήφθησαν ὁ νεαρὸς Κ. Σπορίδης, 26 ἐτῶν, κάτοικος Δυτικῆς Γερμανίας, καὶ ὁ Μιχαὴλ Χέβλιτς, 25 ἐτῶν, Γερμανὸς ὑπήκοος, μὲ τὴν κατηγορία ὅτι ἔκλεψαν εἰκόνες ἀπὸ ἐξωκλήσια στὴν περιοχὴ τῆς Χαλκιδικῆς. xyxy=(1399,174,1589,272)
taxi-stand-number: 822-531 xyxy=(769,706,806,716)
taxi-stand-number: 751-880 xyxy=(769,637,806,647)
taxi-stand-number: 422-009 xyxy=(769,786,806,797)
taxi-row xyxy=(617,522,806,534)
taxi-stand-number: 238-481 xyxy=(769,740,806,751)
taxi-stand-number: 234-170 xyxy=(769,522,806,532)
taxi-stand-name: Βαρδάρης xyxy=(617,602,663,613)
main-headline-line-3: τὰ ἄτυχα ἀδελφάκια xyxy=(949,145,1259,255)
broadcast-column xyxy=(196,6,607,960)
sub-inferno: ΠΥΡΙΝΗ ΚΟΛΑΣΗ xyxy=(905,1004,1009,1017)
strike-headline-2: ΚΑΙ ΣΗΜΕΡΑ xyxy=(971,1195,1237,1239)
taxi-stand-number: 814-958 xyxy=(769,591,806,601)
books-sub: Η ΝΕΟΕΛΛΗΝΙΚΗ ΚΡΙΤΙΚΗ ΓΙΑ ΤΟΝ ΠΑΝΤΕΛΗ ΠΡΕΒΕΛΑΚΗ xyxy=(622,51,801,93)
taxi-row xyxy=(617,706,806,718)
excursions-text: ΤΟΥ ΟΜΙΛΟΥ ΦΥΣΙΟΛΑΤΡΩΝ. Ἐκδρομὴ στὰ Πιέρια τὴν Κυριακή. Ἀναχώρηση ἀπὸ τὴν πλατεία Ἀριστοτέλους στὶς 7 π.μ. Πληροφορίες στὸ τηλ. 266-740 καὶ 229-437. xyxy=(405,368,605,422)
main-kicker: ΝΕΑ ΣΤΟΙΧΕΙΑ ΓΙΑ ΤΗΝ ΤΡΑΓΩΔΙΑ xyxy=(903,12,1305,36)
taxi-row xyxy=(617,545,806,557)
taxi-row xyxy=(617,741,806,753)
